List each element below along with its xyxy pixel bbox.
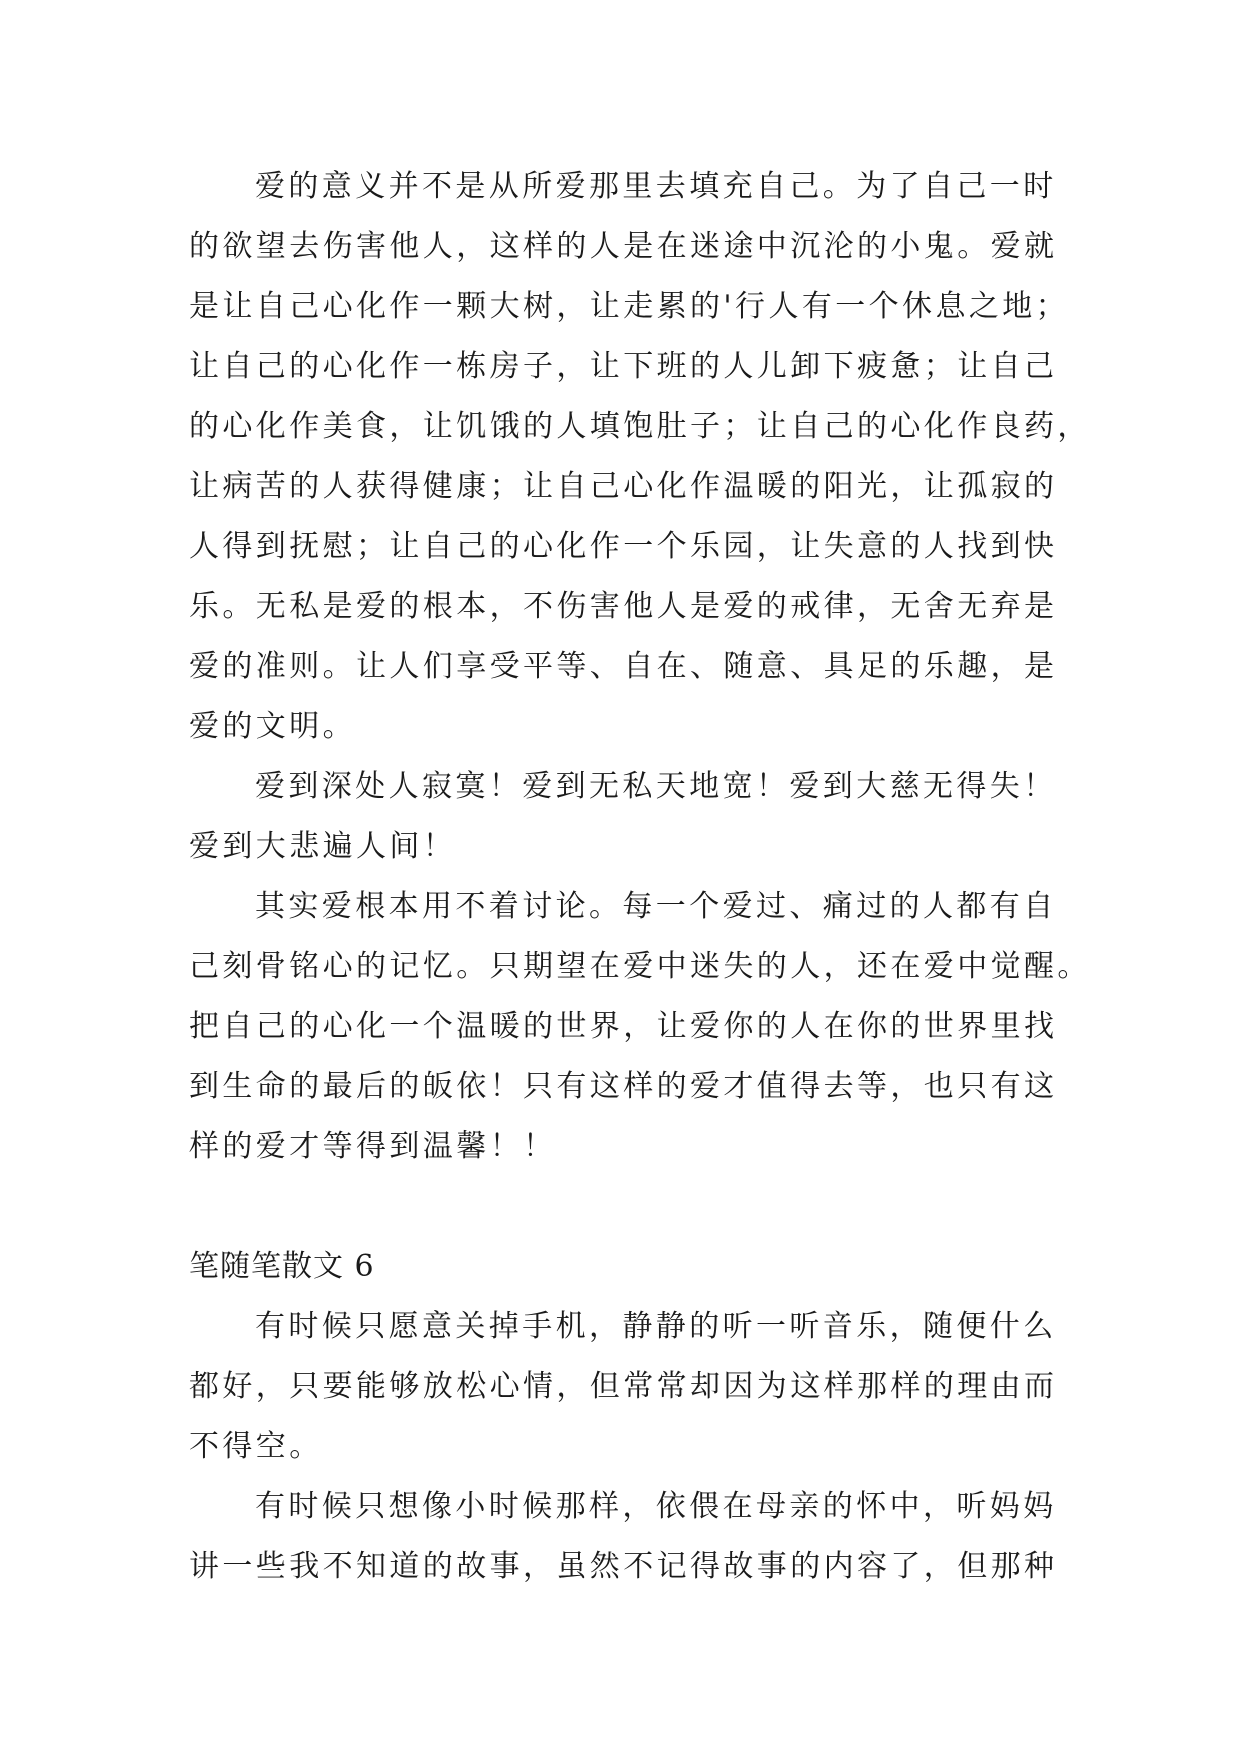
paragraph-line: 己刻骨铭心的记忆。只期望在爱中迷失的人，还在爱中觉醒。 xyxy=(189,949,1091,984)
paragraph-line: 让自己的心化作一栋房子，让下班的人儿卸下疲惫；让自己 xyxy=(189,349,1058,384)
section-heading: 笔随笔散文 6 xyxy=(189,1249,375,1284)
paragraph-line: 不得空。 xyxy=(189,1429,323,1464)
paragraph-line: 让病苦的人获得健康；让自己心化作温暖的阳光，让孤寂的 xyxy=(189,469,1058,504)
paragraph-line: 的心化作美食，让饥饿的人填饱肚子；让自己的心化作良药， xyxy=(189,409,1091,444)
paragraph-line: 乐。无私是爱的根本，不伤害他人是爱的戒律，无舍无弃是 xyxy=(189,589,1058,624)
paragraph-music xyxy=(189,1297,1057,1477)
paragraph-line: 把自己的心化一个温暖的世界，让爱你的人在你的世界里找 xyxy=(189,1009,1058,1044)
paragraph-love-discussion xyxy=(189,877,1091,1177)
paragraph-line: 讲一些我不知道的故事，虽然不记得故事的内容了，但那种 xyxy=(189,1549,1058,1584)
paragraph-line: 的欲望去伤害他人，这样的人是在迷途中沉沦的小鬼。爱就 xyxy=(189,229,1058,264)
paragraph-childhood xyxy=(189,1477,1057,1597)
paragraph-line: 都好，只要能够放松心情，但常常却因为这样那样的理由而 xyxy=(189,1369,1058,1404)
paragraph-line: 其实爱根本用不着讨论。每一个爱过、痛过的人都有自 xyxy=(255,889,1057,924)
paragraph-line: 爱的意义并不是从所爱那里去填充自己。为了自己一时 xyxy=(255,169,1057,204)
paragraph-love-meaning xyxy=(189,157,1091,757)
paragraph-line: 爱到大悲遍人间！ xyxy=(189,829,457,864)
paragraph-line: 样的爱才等得到温馨！！ xyxy=(189,1129,557,1164)
paragraph-line: 爱的文明。 xyxy=(189,709,356,744)
paragraph-love-depth xyxy=(189,757,1057,877)
paragraph-line: 有时候只愿意关掉手机，静静的听一听音乐，随便什么 xyxy=(255,1309,1057,1344)
paragraph-line: 是让自己心化作一颗大树，让走累的'行人有一个休息之地； xyxy=(189,289,1070,324)
document-body xyxy=(189,157,1091,1597)
paragraph-line: 到生命的最后的皈依！只有这样的爱才值得去等，也只有这 xyxy=(189,1069,1058,1104)
paragraph-line: 有时候只想像小时候那样，依偎在母亲的怀中，听妈妈 xyxy=(255,1489,1057,1524)
paragraph-line: 人得到抚慰；让自己的心化作一个乐园，让失意的人找到快 xyxy=(189,529,1058,564)
paragraph-line: 爱的准则。让人们享受平等、自在、随意、具足的乐趣，是 xyxy=(189,649,1058,684)
section-spacer xyxy=(189,1177,1057,1237)
paragraph-line: 爱到深处人寂寞！爱到无私天地宽！爱到大慈无得失！ xyxy=(255,769,1057,804)
